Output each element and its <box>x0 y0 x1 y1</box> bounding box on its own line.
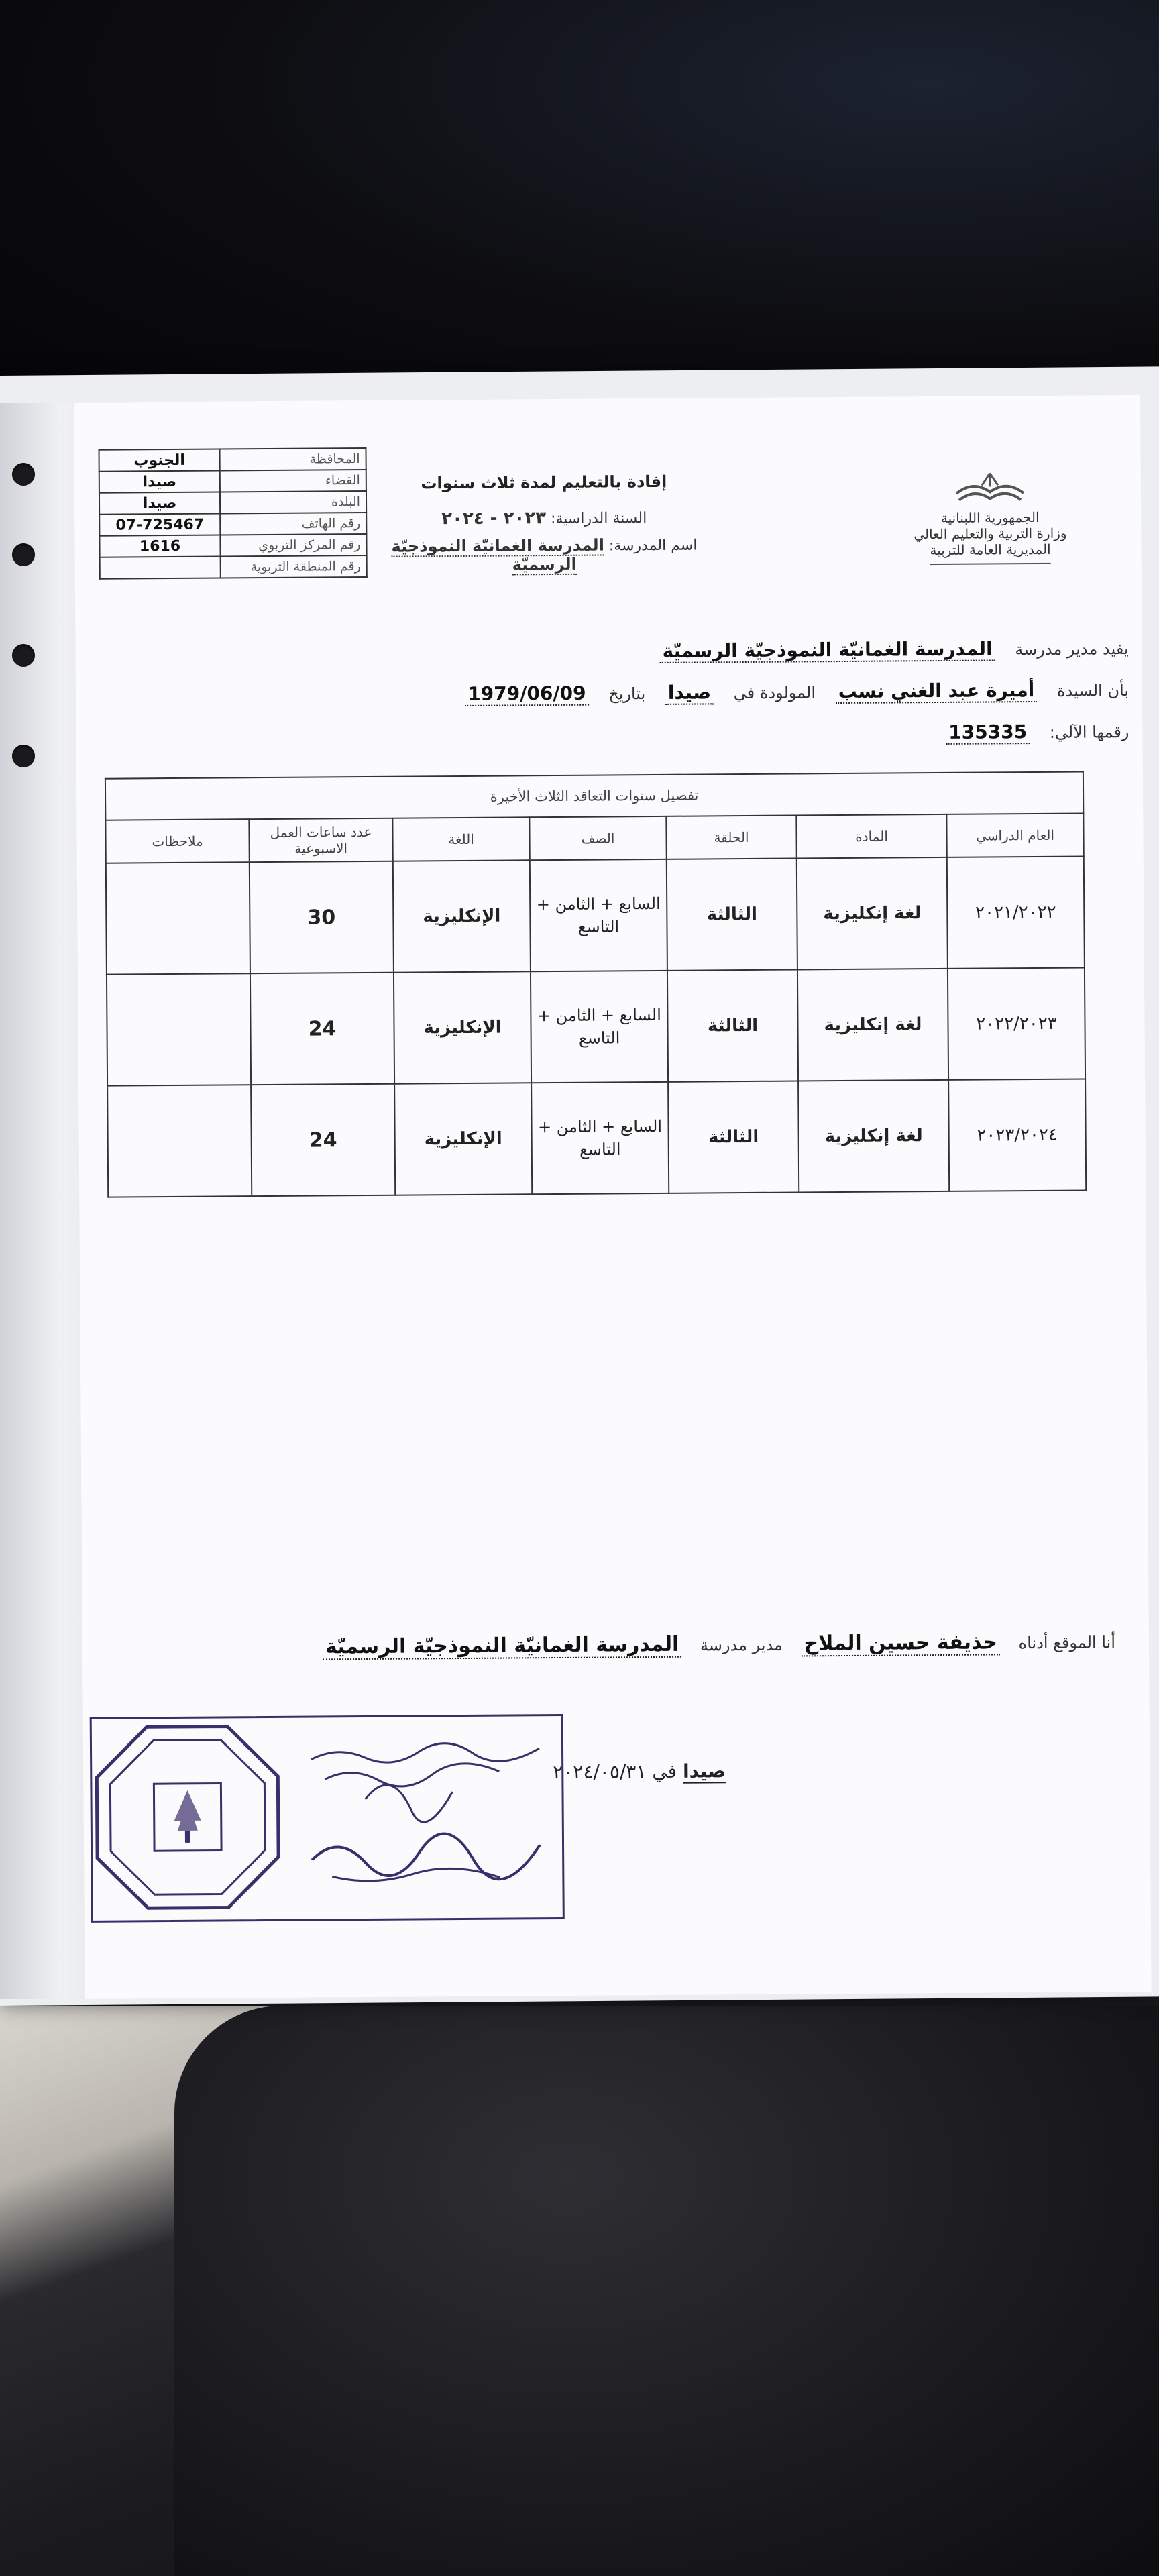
cell-language: الإنكليزية <box>394 971 531 1083</box>
info-row <box>99 491 366 515</box>
table-row <box>107 1079 1086 1197</box>
table-header-row <box>105 814 1083 863</box>
info-value: صيدا <box>99 470 220 492</box>
cell-language: الإنكليزية <box>394 1083 532 1195</box>
birth-date: 1979/06/09 <box>465 682 589 706</box>
contract-years-table <box>105 771 1087 1198</box>
school-year-row <box>356 506 732 529</box>
cell-year: ٢٠٢٣/٢٠٢٤ <box>948 1079 1086 1191</box>
info-label: المحافظة <box>219 448 366 471</box>
info-label: رقم المنطقة التربوية <box>221 555 367 578</box>
body-line-3 <box>277 720 1129 767</box>
cell-notes <box>106 862 250 974</box>
school-name-value: المدرسة الغمانيّة النموذجيّة الرسميّة <box>391 535 604 574</box>
signatory-declaration <box>284 1629 1115 1659</box>
info-row <box>99 534 366 557</box>
punch-hole <box>12 745 35 767</box>
col-header-class: الصف <box>529 816 666 860</box>
info-value: 07-725467 <box>99 513 220 535</box>
director-role: مدير مدرسة <box>700 1635 783 1655</box>
date-label: بتاريخ <box>608 684 646 704</box>
cell-class: السابع + الثامن + التاسع <box>531 971 668 1083</box>
school-name-label: اسم المدرسة: <box>608 537 698 555</box>
director-prefix: يفيد مدير مدرسة <box>1015 639 1129 659</box>
body-line-1 <box>277 637 1129 684</box>
cell-cycle: الثالثة <box>668 1081 799 1193</box>
document-title: إفادة بالتعليم لمدة ثلاث سنوات <box>421 472 667 493</box>
col-header-year: العام الدراسي <box>946 814 1083 857</box>
col-header-language: اللغة <box>392 817 529 861</box>
info-label: رقم الهاتف <box>220 513 366 535</box>
logo-line: الجمهورية اللبنانية <box>940 508 1040 526</box>
background-top <box>0 0 1159 416</box>
cell-notes <box>107 1085 252 1197</box>
body-line-2 <box>277 678 1129 726</box>
col-header-cycle: الحلقة <box>666 815 796 859</box>
school-year-label: السنة الدراسية: <box>550 510 647 528</box>
cell-subject: لغة إنكليزية <box>797 857 948 970</box>
punch-hole <box>12 644 35 667</box>
info-row <box>100 555 367 579</box>
cell-hours: 24 <box>250 973 394 1085</box>
signing-place: صيدا <box>682 1760 726 1782</box>
born-label: المولودة في <box>733 683 816 703</box>
school-name: المدرسة الغمانيّة النموذجيّة الرسميّة <box>659 637 995 663</box>
info-value: صيدا <box>99 492 220 514</box>
teacher-prefix: بأن السيدة <box>1056 681 1129 700</box>
divider <box>930 563 1051 565</box>
ministry-logo <box>909 466 1071 566</box>
leather-seat <box>174 2006 1159 2576</box>
cell-cycle: الثالثة <box>667 858 797 970</box>
signing-date: ٢٠٢٤/٠٥/٣١ <box>553 1760 647 1784</box>
table-row <box>107 968 1085 1086</box>
declaration-school: المدرسة الغمانيّة النموذجيّة الرسميّة <box>323 1633 682 1660</box>
birth-place: صيدا <box>665 681 714 705</box>
cell-class: السابع + الثامن + التاسع <box>531 1082 669 1194</box>
table-caption: تفصيل سنوات التعاقد الثلاث الأخيرة <box>105 772 1083 820</box>
info-label: البلدة <box>220 491 366 514</box>
punch-hole <box>12 543 35 566</box>
book-icon <box>950 466 1030 507</box>
region-info-table <box>98 447 367 580</box>
col-header-subject: المادة <box>796 814 946 859</box>
table-row <box>106 857 1085 975</box>
info-row <box>99 470 366 493</box>
cell-language: الإنكليزية <box>393 860 531 972</box>
info-label: رقم المركز التربوي <box>220 534 366 557</box>
handwritten-signature-icon <box>298 1724 554 1900</box>
cell-notes <box>107 973 251 1085</box>
info-row <box>99 448 366 472</box>
info-value <box>100 556 221 578</box>
declaration-prefix: أنا الموقع أدناه <box>1018 1633 1116 1653</box>
cell-hours: 24 <box>251 1084 395 1196</box>
cell-subject: لغة إنكليزية <box>798 1080 949 1193</box>
table-caption-row <box>105 772 1083 820</box>
info-value: الجنوب <box>99 449 219 471</box>
info-value: 1616 <box>99 535 220 557</box>
certificate-paper <box>74 395 1152 1999</box>
punch-hole <box>12 463 35 486</box>
id-label: رقمها الآلي: <box>1049 722 1129 742</box>
certificate-body <box>277 637 1129 767</box>
cell-hours: 30 <box>250 861 394 973</box>
cell-year: ٢٠٢١/٢٠٢٢ <box>947 857 1085 969</box>
school-name-row <box>356 535 732 575</box>
place-and-date <box>553 1760 726 1783</box>
logo-line: المديرية العامة للتربية <box>930 541 1051 559</box>
info-row <box>99 513 366 536</box>
director-name: حذيفة حسين الملاح <box>801 1630 1000 1656</box>
id-number: 135335 <box>946 720 1030 745</box>
col-header-hours: عدد ساعات العمل الاسبوعية <box>249 818 392 862</box>
cell-class: السابع + الثامن + التاسع <box>530 859 667 971</box>
cell-subject: لغة إنكليزية <box>797 969 948 1081</box>
teacher-name: أميرة عبد الغني نسب <box>836 679 1038 704</box>
in-word: في <box>652 1760 677 1783</box>
col-header-notes: ملاحظات <box>105 819 249 863</box>
school-year-value: ٢٠٢٣ - ٢٠٢٤ <box>441 508 547 529</box>
official-seal-icon <box>90 1719 286 1915</box>
info-label: القضاء <box>220 470 366 492</box>
document-header <box>356 472 732 575</box>
cell-cycle: الثالثة <box>667 969 798 1081</box>
logo-line: وزارة التربية والتعليم العالي <box>914 525 1067 543</box>
cell-year: ٢٠٢٢/٢٠٢٣ <box>948 968 1085 1080</box>
